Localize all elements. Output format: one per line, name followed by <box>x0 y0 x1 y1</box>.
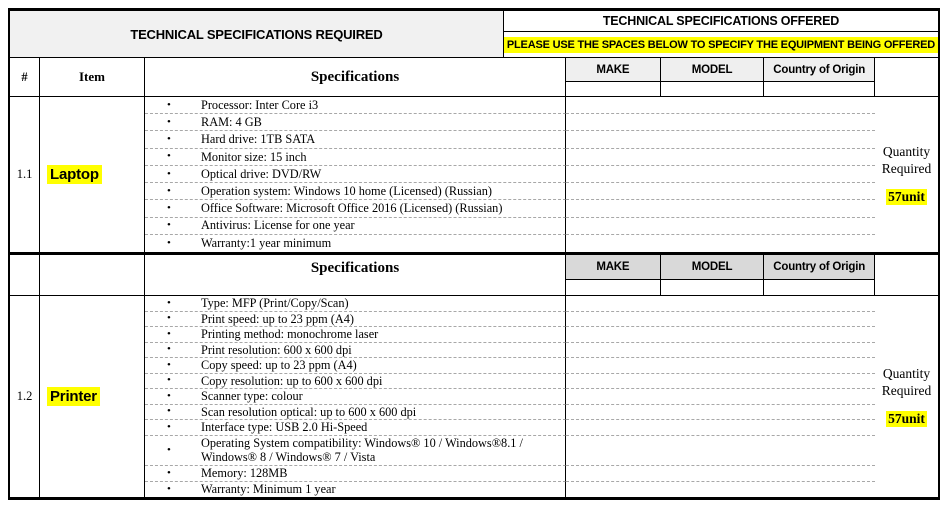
spec-row <box>145 149 566 166</box>
model-input-cell[interactable] <box>661 82 765 96</box>
bullet-glyph: • <box>167 358 171 371</box>
laptop-spec-grid <box>145 97 875 252</box>
offered-input-cell[interactable] <box>566 343 875 359</box>
offered-input-cell[interactable] <box>566 166 875 183</box>
quantity-label: Quantity Required <box>881 144 932 176</box>
bullet-glyph: • <box>167 219 171 232</box>
technical-specifications-table <box>8 8 940 500</box>
spec-row <box>145 131 566 148</box>
required-title-cell <box>10 11 504 57</box>
spec-row <box>145 218 566 235</box>
item-label-laptop: Laptop <box>47 165 102 184</box>
spec-text: Operating System compatibility: Windows® 10 / Windows®8.1 / Windows® 8 / Windows® 7 / Vista <box>201 435 523 465</box>
offered-input-row <box>566 280 874 295</box>
bullet-glyph: • <box>167 482 171 495</box>
make-model-country-headers-2 <box>566 255 874 280</box>
offered-input-cell[interactable] <box>566 420 875 436</box>
empty-num-cell <box>10 255 40 295</box>
make-input-cell[interactable] <box>566 280 661 295</box>
offered-input-cell[interactable] <box>566 218 875 235</box>
bullet-glyph: • <box>167 115 171 128</box>
item-cell-printer <box>40 296 145 497</box>
offered-input-cell[interactable] <box>566 374 875 390</box>
spec-text: Office Software: Microsoft Office 2016 (Licensed) (Russian) <box>201 201 503 216</box>
spec-text: Hard drive: 1TB SATA <box>201 132 316 147</box>
country-input-cell[interactable] <box>764 280 874 295</box>
required-title: TECHNICAL SPECIFICATIONS REQUIRED <box>130 26 383 42</box>
bullet-glyph: • <box>167 184 171 197</box>
item-cell-laptop <box>40 97 145 252</box>
bullet-glyph: • <box>167 167 171 180</box>
col-header-make: MAKE <box>566 58 661 81</box>
offered-notice-cell <box>504 32 938 57</box>
bullet-glyph: • <box>167 150 171 163</box>
country-input-cell[interactable] <box>764 82 874 96</box>
spec-text: Warranty: Minimum 1 year <box>201 482 336 497</box>
bullet-glyph: • <box>167 466 171 479</box>
col-header-country: Country of Origin <box>764 255 874 279</box>
spec-row <box>145 114 566 131</box>
spec-row <box>145 327 566 343</box>
offered-input-cell[interactable] <box>566 235 875 252</box>
col-header-model: MODEL <box>661 58 765 81</box>
section-number: 1.2 <box>10 296 40 497</box>
banner-row <box>10 11 938 58</box>
model-input-cell[interactable] <box>661 280 765 295</box>
offered-input-cell[interactable] <box>566 482 875 497</box>
spec-row <box>145 200 566 217</box>
spec-text: Type: MFP (Print/Copy/Scan) <box>201 296 349 310</box>
bullet-glyph: • <box>167 327 171 340</box>
quantity-cell-printer <box>875 296 938 497</box>
spec-text: Operation system: Windows 10 home (Licensed) (Russian) <box>201 183 492 198</box>
bullet-glyph: • <box>167 296 171 309</box>
col-header-item: Item <box>40 58 145 96</box>
quantity-label: Quantity Required <box>881 366 932 398</box>
quantity-value: 57unit <box>888 188 925 204</box>
bullet-glyph: • <box>167 236 171 249</box>
spec-text: Printing method: monochrome laser <box>201 327 379 341</box>
spec-text: Print speed: up to 23 ppm (A4) <box>201 311 355 326</box>
spec-row <box>145 312 566 328</box>
column-header-row-2 <box>10 255 938 296</box>
offered-input-row <box>566 82 874 96</box>
col-header-specifications: Specifications <box>145 58 566 96</box>
offered-banner <box>504 11 938 57</box>
offered-input-cell[interactable] <box>566 131 875 148</box>
spec-row <box>145 466 566 482</box>
quantity-value: 57unit <box>888 410 925 426</box>
bullet-glyph: • <box>167 133 171 146</box>
col-header-num: # <box>10 58 40 96</box>
column-header-row-1 <box>10 58 938 97</box>
offered-input-cell[interactable] <box>566 183 875 200</box>
offered-input-cell[interactable] <box>566 114 875 131</box>
section-number: 1.1 <box>10 97 40 252</box>
offered-input-cell[interactable] <box>566 312 875 328</box>
col-header-make: MAKE <box>566 255 661 279</box>
offered-input-cell[interactable] <box>566 466 875 482</box>
make-model-country-headers <box>566 58 874 82</box>
offered-input-cell[interactable] <box>566 327 875 343</box>
bullet-glyph: • <box>167 343 171 356</box>
quantity-column-header-cell <box>875 58 938 96</box>
make-input-cell[interactable] <box>566 82 661 96</box>
spec-text: Antivirus: License for one year <box>201 218 355 233</box>
bullet-glyph: • <box>167 98 171 111</box>
quantity-column-header-cell <box>875 255 938 295</box>
spec-text: Memory: 128MB <box>201 466 288 481</box>
spec-text: Copy resolution: up to 600 x 600 dpi <box>201 373 383 388</box>
offered-input-cell[interactable] <box>566 405 875 421</box>
spec-row <box>145 420 566 436</box>
offered-columns-header-1 <box>566 58 875 96</box>
spec-text: Monitor size: 15 inch <box>201 149 307 164</box>
bullet-glyph: • <box>167 374 171 387</box>
offered-title-cell <box>504 11 938 32</box>
spec-row <box>145 405 566 421</box>
offered-input-cell[interactable] <box>566 200 875 217</box>
bullet-glyph: • <box>167 420 171 433</box>
offered-input-cell[interactable] <box>566 97 875 114</box>
bullet-glyph: • <box>167 405 171 418</box>
spec-row <box>145 389 566 405</box>
empty-item-cell <box>40 255 145 295</box>
col-header-model: MODEL <box>661 255 765 279</box>
spec-row <box>145 343 566 359</box>
spec-row <box>145 436 566 467</box>
spec-text: Print resolution: 600 x 600 dpi <box>201 342 352 357</box>
spec-row <box>145 235 566 252</box>
spec-row <box>145 296 566 312</box>
offered-notice-highlight: PLEASE USE THE SPACES BELOW TO SPECIFY THE EQUIPMENT BEING OFFERED <box>504 37 938 53</box>
section-laptop <box>10 97 938 255</box>
offered-input-cell[interactable] <box>566 358 875 374</box>
spec-text: Interface type: USB 2.0 Hi-Speed <box>201 420 368 434</box>
printer-spec-grid <box>145 296 875 497</box>
spec-row <box>145 358 566 374</box>
spec-text: Scanner type: colour <box>201 389 303 403</box>
spec-text: Warranty:1 year minimum <box>201 236 332 251</box>
offered-columns-header-2 <box>566 255 875 295</box>
spec-text: Optical drive: DVD/RW <box>201 166 322 181</box>
spec-text: RAM: 4 GB <box>201 115 262 130</box>
item-label-printer: Printer <box>47 387 100 406</box>
offered-title: TECHNICAL SPECIFICATIONS OFFERED <box>602 14 840 28</box>
bullet-glyph: • <box>167 443 171 456</box>
bullet-glyph: • <box>167 201 171 214</box>
spec-text: Scan resolution optical: up to 600 x 600 dpi <box>201 404 417 419</box>
spec-row <box>145 166 566 183</box>
offered-input-cell[interactable] <box>566 389 875 405</box>
spec-row <box>145 97 566 114</box>
col-header-country: Country of Origin <box>764 58 874 81</box>
section-printer <box>10 296 938 500</box>
offered-input-cell[interactable] <box>566 296 875 312</box>
spec-text: Copy speed: up to 23 ppm (A4) <box>201 358 357 372</box>
quantity-cell-laptop <box>875 97 938 252</box>
col-header-specifications-2: Specifications <box>145 255 566 295</box>
spec-row <box>145 482 566 497</box>
spec-text: Processor: Inter Core i3 <box>201 97 319 112</box>
bullet-glyph: • <box>167 312 171 325</box>
spec-row <box>145 183 566 200</box>
bullet-glyph: • <box>167 389 171 402</box>
spec-row <box>145 374 566 390</box>
offered-input-cell[interactable] <box>566 149 875 166</box>
offered-input-cell[interactable] <box>566 436 875 467</box>
